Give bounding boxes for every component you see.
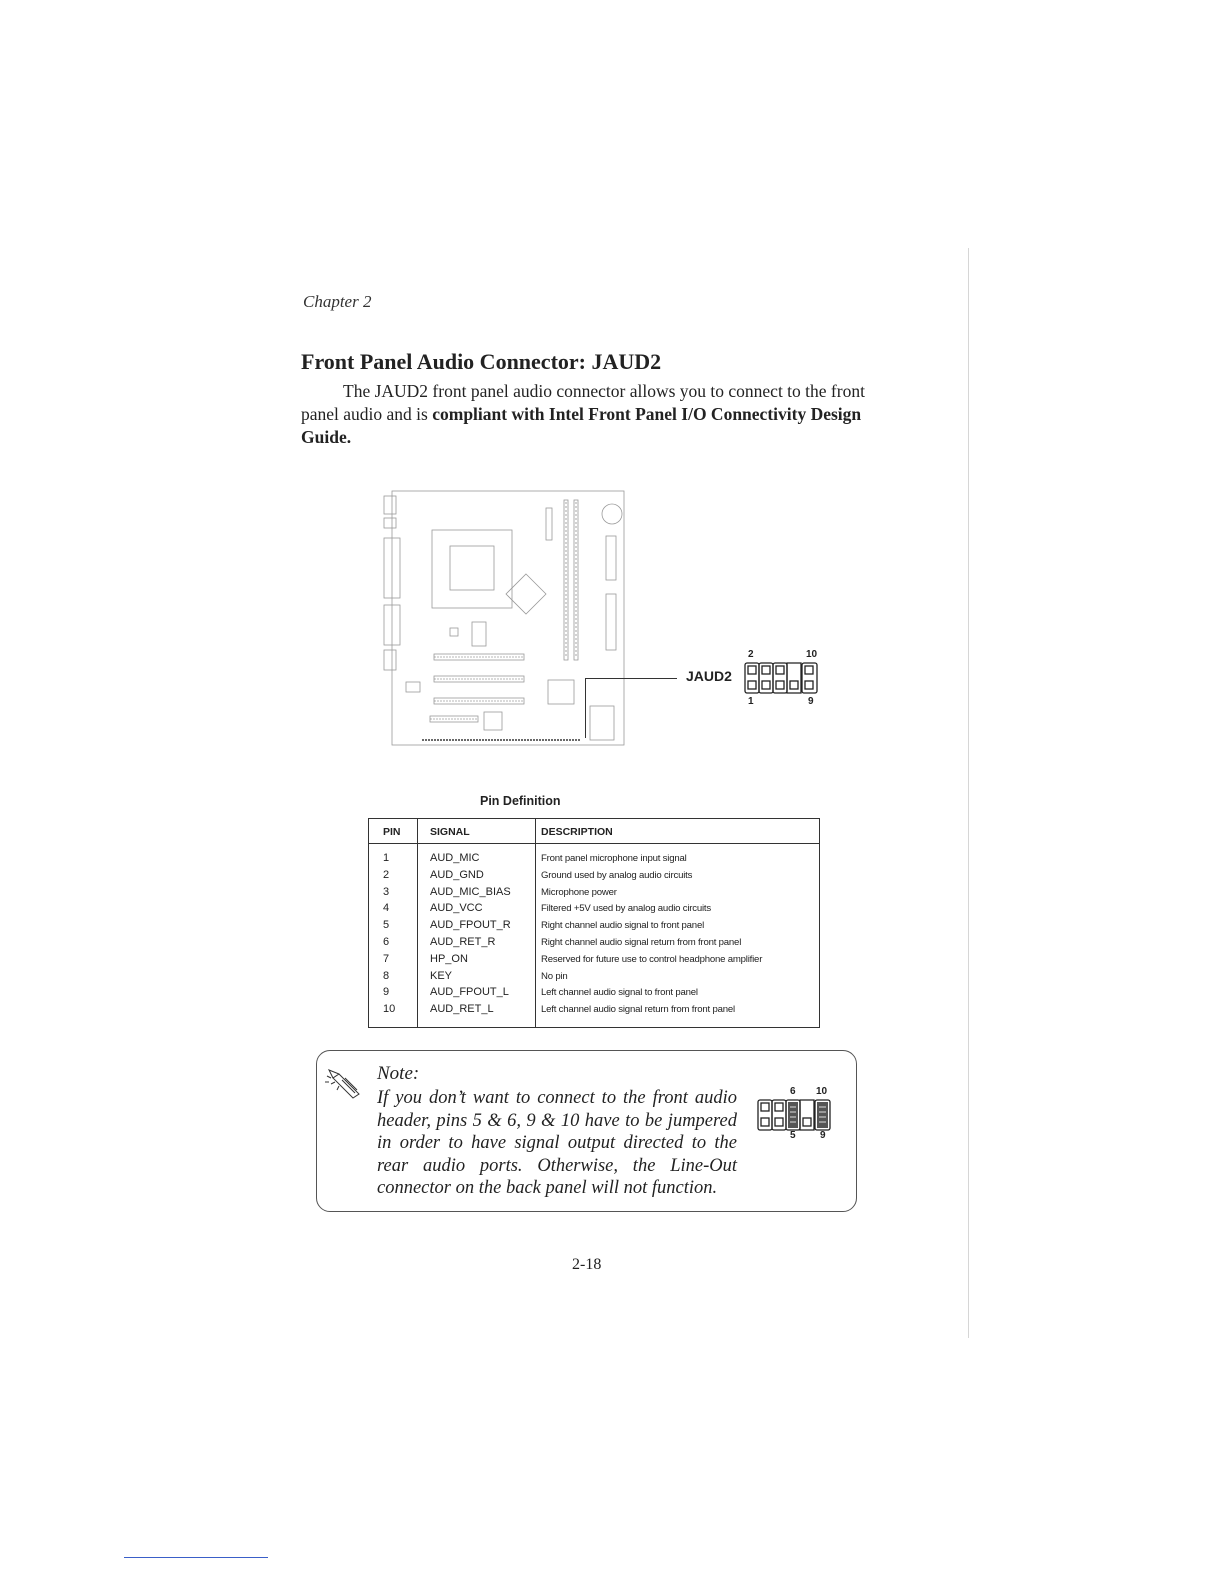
chapter-label: Chapter 2: [303, 292, 372, 311]
table-row: 10 AUD_RET_L Left channel audio signal return from front panel: [383, 1003, 735, 1016]
note-pin-label-bottom-right: 9: [820, 1130, 826, 1141]
note-pin-label-bottom-left: 5: [790, 1130, 796, 1141]
jaud2-pin-header-icon: [744, 662, 820, 699]
section-title: Front Panel Audio Connector: JAUD2: [301, 349, 662, 374]
cpu-socket: [432, 530, 512, 608]
small-chip: [484, 712, 502, 730]
table-row: 6 AUD_RET_R Right channel audio signal return from front panel: [383, 935, 742, 948]
callout-line-horizontal: [585, 678, 677, 679]
note-text: If you don’t want to connect to the front audio header, pins 5 & 6, 9 & 10 have to be jumpered in order to have signal output directed to the rear audio ports. Otherwise, the Line-Out connector on the back panel will not function.: [377, 1088, 737, 1199]
audio-chip: [548, 680, 574, 704]
motherboard-drawing: [380, 490, 630, 748]
pin-table-title: Pin Definition: [480, 794, 561, 808]
page-number: 2-18: [572, 1256, 602, 1273]
battery: [602, 504, 622, 524]
motherboard-diagram: [380, 490, 630, 748]
pin-label-top-right: 10: [806, 649, 818, 660]
note-pencil-icon: [325, 1066, 367, 1107]
component-3: [406, 682, 420, 692]
header-signal: SIGNAL: [430, 826, 470, 838]
table-row: 7 HP_ON Reserved for future use to control headphone amplifier: [383, 952, 763, 965]
io-port-1: [384, 496, 396, 514]
table-header-rule: [369, 843, 819, 844]
table-row: 4 AUD_VCC Filtered +5V used by analog audio circuits: [383, 902, 711, 915]
table-row: 3 AUD_MIC_BIAS Microphone power: [383, 885, 617, 898]
callout-line-vertical: [585, 678, 586, 738]
jaud2-label: JAUD2: [686, 668, 732, 684]
component-1: [472, 622, 486, 646]
header-description: DESCRIPTION: [541, 826, 613, 838]
io-port-5: [384, 650, 396, 670]
pin-label-bottom-right: 9: [808, 696, 814, 707]
pin-label-top-left: 2: [748, 649, 754, 660]
table-row: 9 AUD_FPOUT_L Left channel audio signal to front panel: [383, 986, 698, 999]
ide-connector-2: [606, 594, 616, 650]
intro-paragraph: [301, 380, 881, 449]
table-row: 1 AUD_MIC Front panel microphone input signal: [383, 852, 687, 864]
intro-plain-text: The JAUD2 front panel audio connector allows you to connect to the front panel audio and is: [301, 381, 865, 424]
note-pin-label-top-right: 10: [816, 1086, 828, 1097]
header-pin: PIN: [383, 826, 401, 838]
cpu-core: [450, 546, 494, 590]
board-outline: [392, 491, 624, 745]
table-body: [369, 852, 819, 1020]
note-pin-label-top-left: 6: [790, 1086, 796, 1097]
table-row: 2 AUD_GND Ground used by analog audio circuits: [383, 868, 693, 881]
small-slot: [546, 508, 552, 540]
intro-bold-text: compliant with Intel Front Panel I/O Connectivity Design Guide.: [301, 404, 862, 447]
ide-connector-1: [606, 536, 616, 580]
table-row: 8 KEY No pin: [383, 969, 568, 982]
io-port-2: [384, 518, 396, 528]
pin-label-bottom-left: 1: [748, 696, 754, 707]
right-margin-rule: [968, 248, 969, 1338]
pin-definition-table: [368, 818, 820, 1028]
note-title: Note:: [377, 1063, 420, 1084]
front-header-area: [590, 706, 614, 740]
jumpered-pin-header-icon: [757, 1099, 833, 1136]
component-2: [450, 628, 458, 636]
footer-rule: [124, 1557, 268, 1558]
table-row: 5 AUD_FPOUT_R Right channel audio signal to front panel: [383, 919, 705, 932]
